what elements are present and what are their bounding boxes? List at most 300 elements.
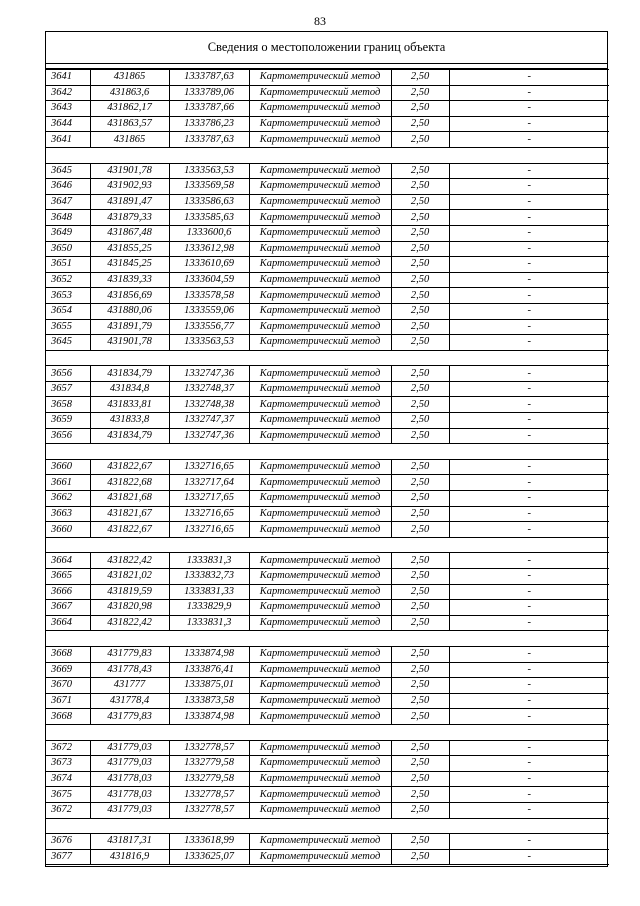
method-cell: Картометрический метод [249, 272, 391, 288]
method-cell: Картометрический метод [249, 397, 391, 413]
y-coordinate-cell: 1332748,38 [169, 397, 249, 413]
precision-cell: 2,50 [391, 366, 449, 382]
coordinates-table [46, 69, 609, 865]
table-row [46, 366, 609, 382]
precision-cell: 2,50 [391, 241, 449, 257]
method-cell: Картометрический метод [249, 101, 391, 117]
x-coordinate-cell: 431865 [90, 132, 169, 148]
method-cell: Картометрический метод [249, 849, 391, 865]
method-cell: Картометрический метод [249, 85, 391, 101]
point-number-cell: 3650 [46, 241, 90, 257]
x-coordinate-cell: 431820,98 [90, 600, 169, 616]
point-number-cell: 3645 [46, 335, 90, 351]
table-row [46, 646, 609, 662]
point-number-cell: 3674 [46, 771, 90, 787]
description-cell: - [449, 303, 609, 319]
description-cell: - [449, 600, 609, 616]
precision-cell: 2,50 [391, 491, 449, 507]
point-number-cell: 3669 [46, 662, 90, 678]
x-coordinate-cell: 431816,9 [90, 849, 169, 865]
point-number-cell: 3643 [46, 101, 90, 117]
table-row [46, 740, 609, 756]
point-number-cell: 3670 [46, 678, 90, 694]
y-coordinate-cell: 1332778,57 [169, 740, 249, 756]
table-row [46, 600, 609, 616]
y-coordinate-cell: 1332747,37 [169, 413, 249, 429]
point-number-cell: 3672 [46, 802, 90, 818]
description-cell: - [449, 397, 609, 413]
x-coordinate-cell: 431867,48 [90, 225, 169, 241]
point-number-cell: 3676 [46, 834, 90, 850]
x-coordinate-cell: 431845,25 [90, 257, 169, 273]
y-coordinate-cell: 1333831,3 [169, 615, 249, 631]
y-coordinate-cell: 1333600,6 [169, 225, 249, 241]
description-cell: - [449, 693, 609, 709]
point-number-cell: 3653 [46, 288, 90, 304]
precision-cell: 2,50 [391, 272, 449, 288]
point-number-cell: 3666 [46, 584, 90, 600]
method-cell: Картометрический метод [249, 802, 391, 818]
precision-cell: 2,50 [391, 335, 449, 351]
precision-cell: 2,50 [391, 662, 449, 678]
table-row [46, 849, 609, 865]
x-coordinate-cell: 431833,81 [90, 397, 169, 413]
point-number-cell: 3659 [46, 413, 90, 429]
y-coordinate-cell: 1333559,06 [169, 303, 249, 319]
y-coordinate-cell: 1333563,53 [169, 163, 249, 179]
y-coordinate-cell: 1333563,53 [169, 335, 249, 351]
y-coordinate-cell: 1332717,65 [169, 491, 249, 507]
point-number-cell: 3656 [46, 428, 90, 444]
description-cell: - [449, 85, 609, 101]
precision-cell: 2,50 [391, 288, 449, 304]
method-cell: Картометрический метод [249, 381, 391, 397]
description-cell: - [449, 179, 609, 195]
x-coordinate-cell: 431822,68 [90, 475, 169, 491]
table-row [46, 693, 609, 709]
y-coordinate-cell: 1333875,01 [169, 678, 249, 694]
method-cell: Картометрический метод [249, 132, 391, 148]
x-coordinate-cell: 431822,42 [90, 615, 169, 631]
description-cell: - [449, 646, 609, 662]
table-row [46, 241, 609, 257]
precision-cell: 2,50 [391, 678, 449, 694]
method-cell: Картометрический метод [249, 787, 391, 803]
x-coordinate-cell: 431856,69 [90, 288, 169, 304]
x-coordinate-cell: 431863,57 [90, 116, 169, 132]
x-coordinate-cell: 431821,02 [90, 569, 169, 585]
description-cell: - [449, 163, 609, 179]
precision-cell: 2,50 [391, 101, 449, 117]
precision-cell: 2,50 [391, 132, 449, 148]
method-cell: Картометрический метод [249, 366, 391, 382]
x-coordinate-cell: 431779,03 [90, 740, 169, 756]
method-cell: Картометрический метод [249, 678, 391, 694]
precision-cell: 2,50 [391, 163, 449, 179]
description-cell: - [449, 491, 609, 507]
table-row [46, 569, 609, 585]
method-cell: Картометрический метод [249, 319, 391, 335]
x-coordinate-cell: 431863,6 [90, 85, 169, 101]
x-coordinate-cell: 431779,83 [90, 646, 169, 662]
point-number-cell: 3649 [46, 225, 90, 241]
x-coordinate-cell: 431834,79 [90, 366, 169, 382]
point-number-cell: 3672 [46, 740, 90, 756]
description-cell: - [449, 257, 609, 273]
precision-cell: 2,50 [391, 584, 449, 600]
separator-cell [46, 724, 609, 740]
table-row [46, 413, 609, 429]
point-number-cell: 3677 [46, 849, 90, 865]
x-coordinate-cell: 431778,43 [90, 662, 169, 678]
precision-cell: 2,50 [391, 802, 449, 818]
table-row [46, 85, 609, 101]
description-cell: - [449, 381, 609, 397]
point-number-cell: 3675 [46, 787, 90, 803]
x-coordinate-cell: 431834,8 [90, 381, 169, 397]
method-cell: Картометрический метод [249, 428, 391, 444]
table-row [46, 225, 609, 241]
point-number-cell: 3652 [46, 272, 90, 288]
description-cell: - [449, 194, 609, 210]
description-cell: - [449, 584, 609, 600]
table-row [46, 771, 609, 787]
method-cell: Картометрический метод [249, 491, 391, 507]
point-number-cell: 3648 [46, 210, 90, 226]
description-cell: - [449, 335, 609, 351]
y-coordinate-cell: 1333586,63 [169, 194, 249, 210]
table-row [46, 678, 609, 694]
description-cell: - [449, 709, 609, 725]
separator-cell [46, 147, 609, 163]
method-cell: Картометрический метод [249, 615, 391, 631]
point-number-cell: 3668 [46, 646, 90, 662]
table-row [46, 381, 609, 397]
y-coordinate-cell: 1333610,69 [169, 257, 249, 273]
x-coordinate-cell: 431891,79 [90, 319, 169, 335]
description-cell: - [449, 678, 609, 694]
separator-cell [46, 444, 609, 460]
point-number-cell: 3667 [46, 600, 90, 616]
table-row [46, 459, 609, 475]
y-coordinate-cell: 1333873,58 [169, 693, 249, 709]
table-row [46, 335, 609, 351]
description-cell: - [449, 569, 609, 585]
y-coordinate-cell: 1333829,9 [169, 600, 249, 616]
precision-cell: 2,50 [391, 210, 449, 226]
point-number-cell: 3655 [46, 319, 90, 335]
x-coordinate-cell: 431817,31 [90, 834, 169, 850]
method-cell: Картометрический метод [249, 834, 391, 850]
point-number-cell: 3651 [46, 257, 90, 273]
x-coordinate-cell: 431779,03 [90, 756, 169, 772]
x-coordinate-cell: 431902,93 [90, 179, 169, 195]
description-cell: - [449, 70, 609, 86]
description-cell: - [449, 319, 609, 335]
precision-cell: 2,50 [391, 709, 449, 725]
point-number-cell: 3658 [46, 397, 90, 413]
description-cell: - [449, 475, 609, 491]
precision-cell: 2,50 [391, 413, 449, 429]
point-number-cell: 3660 [46, 522, 90, 538]
point-number-cell: 3662 [46, 491, 90, 507]
precision-cell: 2,50 [391, 740, 449, 756]
method-cell: Картометрический метод [249, 646, 391, 662]
x-coordinate-cell: 431880,06 [90, 303, 169, 319]
table-row [46, 662, 609, 678]
method-cell: Картометрический метод [249, 600, 391, 616]
method-cell: Картометрический метод [249, 163, 391, 179]
method-cell: Картометрический метод [249, 303, 391, 319]
y-coordinate-cell: 1333612,98 [169, 241, 249, 257]
group-separator-row [46, 631, 609, 647]
table-row [46, 506, 609, 522]
x-coordinate-cell: 431865 [90, 70, 169, 86]
table-row [46, 584, 609, 600]
method-cell: Картометрический метод [249, 475, 391, 491]
y-coordinate-cell: 1333831,33 [169, 584, 249, 600]
method-cell: Картометрический метод [249, 210, 391, 226]
method-cell: Картометрический метод [249, 257, 391, 273]
precision-cell: 2,50 [391, 600, 449, 616]
x-coordinate-cell: 431822,67 [90, 459, 169, 475]
point-number-cell: 3668 [46, 709, 90, 725]
point-number-cell: 3664 [46, 553, 90, 569]
method-cell: Картометрический метод [249, 194, 391, 210]
table-row [46, 70, 609, 86]
precision-cell: 2,50 [391, 522, 449, 538]
precision-cell: 2,50 [391, 849, 449, 865]
description-cell: - [449, 756, 609, 772]
group-separator-row [46, 537, 609, 553]
description-cell: - [449, 288, 609, 304]
y-coordinate-cell: 1332716,65 [169, 506, 249, 522]
y-coordinate-cell: 1332748,37 [169, 381, 249, 397]
table-row [46, 491, 609, 507]
description-cell: - [449, 459, 609, 475]
table-row [46, 428, 609, 444]
point-number-cell: 3647 [46, 194, 90, 210]
description-cell: - [449, 132, 609, 148]
y-coordinate-cell: 1333569,58 [169, 179, 249, 195]
point-number-cell: 3641 [46, 132, 90, 148]
y-coordinate-cell: 1333874,98 [169, 646, 249, 662]
y-coordinate-cell: 1333831,3 [169, 553, 249, 569]
y-coordinate-cell: 1332779,58 [169, 756, 249, 772]
x-coordinate-cell: 431891,47 [90, 194, 169, 210]
method-cell: Картометрический метод [249, 335, 391, 351]
y-coordinate-cell: 1332747,36 [169, 428, 249, 444]
description-cell: - [449, 506, 609, 522]
point-number-cell: 3644 [46, 116, 90, 132]
y-coordinate-cell: 1332716,65 [169, 459, 249, 475]
precision-cell: 2,50 [391, 569, 449, 585]
precision-cell: 2,50 [391, 834, 449, 850]
point-number-cell: 3663 [46, 506, 90, 522]
point-number-cell: 3645 [46, 163, 90, 179]
x-coordinate-cell: 431779,03 [90, 802, 169, 818]
boundary-table-sheet [45, 31, 608, 867]
y-coordinate-cell: 1333876,41 [169, 662, 249, 678]
method-cell: Картометрический метод [249, 179, 391, 195]
x-coordinate-cell: 431901,78 [90, 163, 169, 179]
table-row [46, 834, 609, 850]
point-number-cell: 3641 [46, 70, 90, 86]
table-row [46, 179, 609, 195]
method-cell: Картометрический метод [249, 771, 391, 787]
method-cell: Картометрический метод [249, 241, 391, 257]
precision-cell: 2,50 [391, 116, 449, 132]
description-cell: - [449, 662, 609, 678]
method-cell: Картометрический метод [249, 584, 391, 600]
method-cell: Картометрический метод [249, 459, 391, 475]
group-separator-row [46, 444, 609, 460]
precision-cell: 2,50 [391, 319, 449, 335]
description-cell: - [449, 241, 609, 257]
x-coordinate-cell: 431822,42 [90, 553, 169, 569]
description-cell: - [449, 428, 609, 444]
description-cell: - [449, 366, 609, 382]
precision-cell: 2,50 [391, 179, 449, 195]
table-row [46, 132, 609, 148]
point-number-cell: 3656 [46, 366, 90, 382]
table-row [46, 272, 609, 288]
precision-cell: 2,50 [391, 475, 449, 491]
y-coordinate-cell: 1333578,58 [169, 288, 249, 304]
table-row [46, 210, 609, 226]
x-coordinate-cell: 431855,25 [90, 241, 169, 257]
separator-cell [46, 350, 609, 366]
table-row [46, 288, 609, 304]
point-number-cell: 3665 [46, 569, 90, 585]
x-coordinate-cell: 431879,33 [90, 210, 169, 226]
group-separator-row [46, 350, 609, 366]
method-cell: Картометрический метод [249, 506, 391, 522]
method-cell: Картометрический метод [249, 116, 391, 132]
y-coordinate-cell: 1332778,57 [169, 787, 249, 803]
point-number-cell: 3661 [46, 475, 90, 491]
table-row [46, 319, 609, 335]
table-row [46, 163, 609, 179]
method-cell: Картометрический метод [249, 709, 391, 725]
method-cell: Картометрический метод [249, 693, 391, 709]
method-cell: Картометрический метод [249, 740, 391, 756]
table-row [46, 303, 609, 319]
point-number-cell: 3657 [46, 381, 90, 397]
description-cell: - [449, 272, 609, 288]
description-cell: - [449, 802, 609, 818]
point-number-cell: 3671 [46, 693, 90, 709]
table-row [46, 522, 609, 538]
x-coordinate-cell: 431834,79 [90, 428, 169, 444]
precision-cell: 2,50 [391, 756, 449, 772]
group-separator-row [46, 818, 609, 834]
precision-cell: 2,50 [391, 506, 449, 522]
y-coordinate-cell: 1333874,98 [169, 709, 249, 725]
precision-cell: 2,50 [391, 397, 449, 413]
y-coordinate-cell: 1333625,07 [169, 849, 249, 865]
description-cell: - [449, 849, 609, 865]
method-cell: Картометрический метод [249, 662, 391, 678]
y-coordinate-cell: 1333556,77 [169, 319, 249, 335]
precision-cell: 2,50 [391, 303, 449, 319]
y-coordinate-cell: 1332779,58 [169, 771, 249, 787]
method-cell: Картометрический метод [249, 70, 391, 86]
precision-cell: 2,50 [391, 194, 449, 210]
precision-cell: 2,50 [391, 70, 449, 86]
precision-cell: 2,50 [391, 459, 449, 475]
x-coordinate-cell: 431901,78 [90, 335, 169, 351]
description-cell: - [449, 553, 609, 569]
y-coordinate-cell: 1332716,65 [169, 522, 249, 538]
x-coordinate-cell: 431821,67 [90, 506, 169, 522]
method-cell: Картометрический метод [249, 756, 391, 772]
y-coordinate-cell: 1333787,66 [169, 101, 249, 117]
description-cell: - [449, 116, 609, 132]
table-row [46, 101, 609, 117]
precision-cell: 2,50 [391, 787, 449, 803]
group-separator-row [46, 724, 609, 740]
y-coordinate-cell: 1332747,36 [169, 366, 249, 382]
description-cell: - [449, 210, 609, 226]
method-cell: Картометрический метод [249, 569, 391, 585]
description-cell: - [449, 413, 609, 429]
y-coordinate-cell: 1332778,57 [169, 802, 249, 818]
description-cell: - [449, 740, 609, 756]
point-number-cell: 3646 [46, 179, 90, 195]
precision-cell: 2,50 [391, 615, 449, 631]
table-title: Сведения о местоположении границ объекта [46, 32, 607, 64]
y-coordinate-cell: 1333789,06 [169, 85, 249, 101]
table-row [46, 397, 609, 413]
method-cell: Картометрический метод [249, 288, 391, 304]
table-row [46, 116, 609, 132]
x-coordinate-cell: 431862,17 [90, 101, 169, 117]
y-coordinate-cell: 1333786,23 [169, 116, 249, 132]
table-row [46, 475, 609, 491]
table-row [46, 787, 609, 803]
description-cell: - [449, 787, 609, 803]
precision-cell: 2,50 [391, 381, 449, 397]
method-cell: Картометрический метод [249, 225, 391, 241]
x-coordinate-cell: 431778,4 [90, 693, 169, 709]
description-cell: - [449, 615, 609, 631]
point-number-cell: 3654 [46, 303, 90, 319]
table-row [46, 756, 609, 772]
y-coordinate-cell: 1333832,73 [169, 569, 249, 585]
description-cell: - [449, 771, 609, 787]
x-coordinate-cell: 431778,03 [90, 771, 169, 787]
y-coordinate-cell: 1333618,99 [169, 834, 249, 850]
precision-cell: 2,50 [391, 646, 449, 662]
table-row [46, 709, 609, 725]
x-coordinate-cell: 431779,83 [90, 709, 169, 725]
page-number: 83 [314, 14, 326, 28]
x-coordinate-cell: 431822,67 [90, 522, 169, 538]
separator-cell [46, 818, 609, 834]
precision-cell: 2,50 [391, 693, 449, 709]
precision-cell: 2,50 [391, 257, 449, 273]
point-number-cell: 3673 [46, 756, 90, 772]
y-coordinate-cell: 1333787,63 [169, 70, 249, 86]
y-coordinate-cell: 1333604,59 [169, 272, 249, 288]
x-coordinate-cell: 431839,33 [90, 272, 169, 288]
y-coordinate-cell: 1333585,63 [169, 210, 249, 226]
table-row [46, 802, 609, 818]
precision-cell: 2,50 [391, 428, 449, 444]
method-cell: Картометрический метод [249, 553, 391, 569]
group-separator-row [46, 147, 609, 163]
